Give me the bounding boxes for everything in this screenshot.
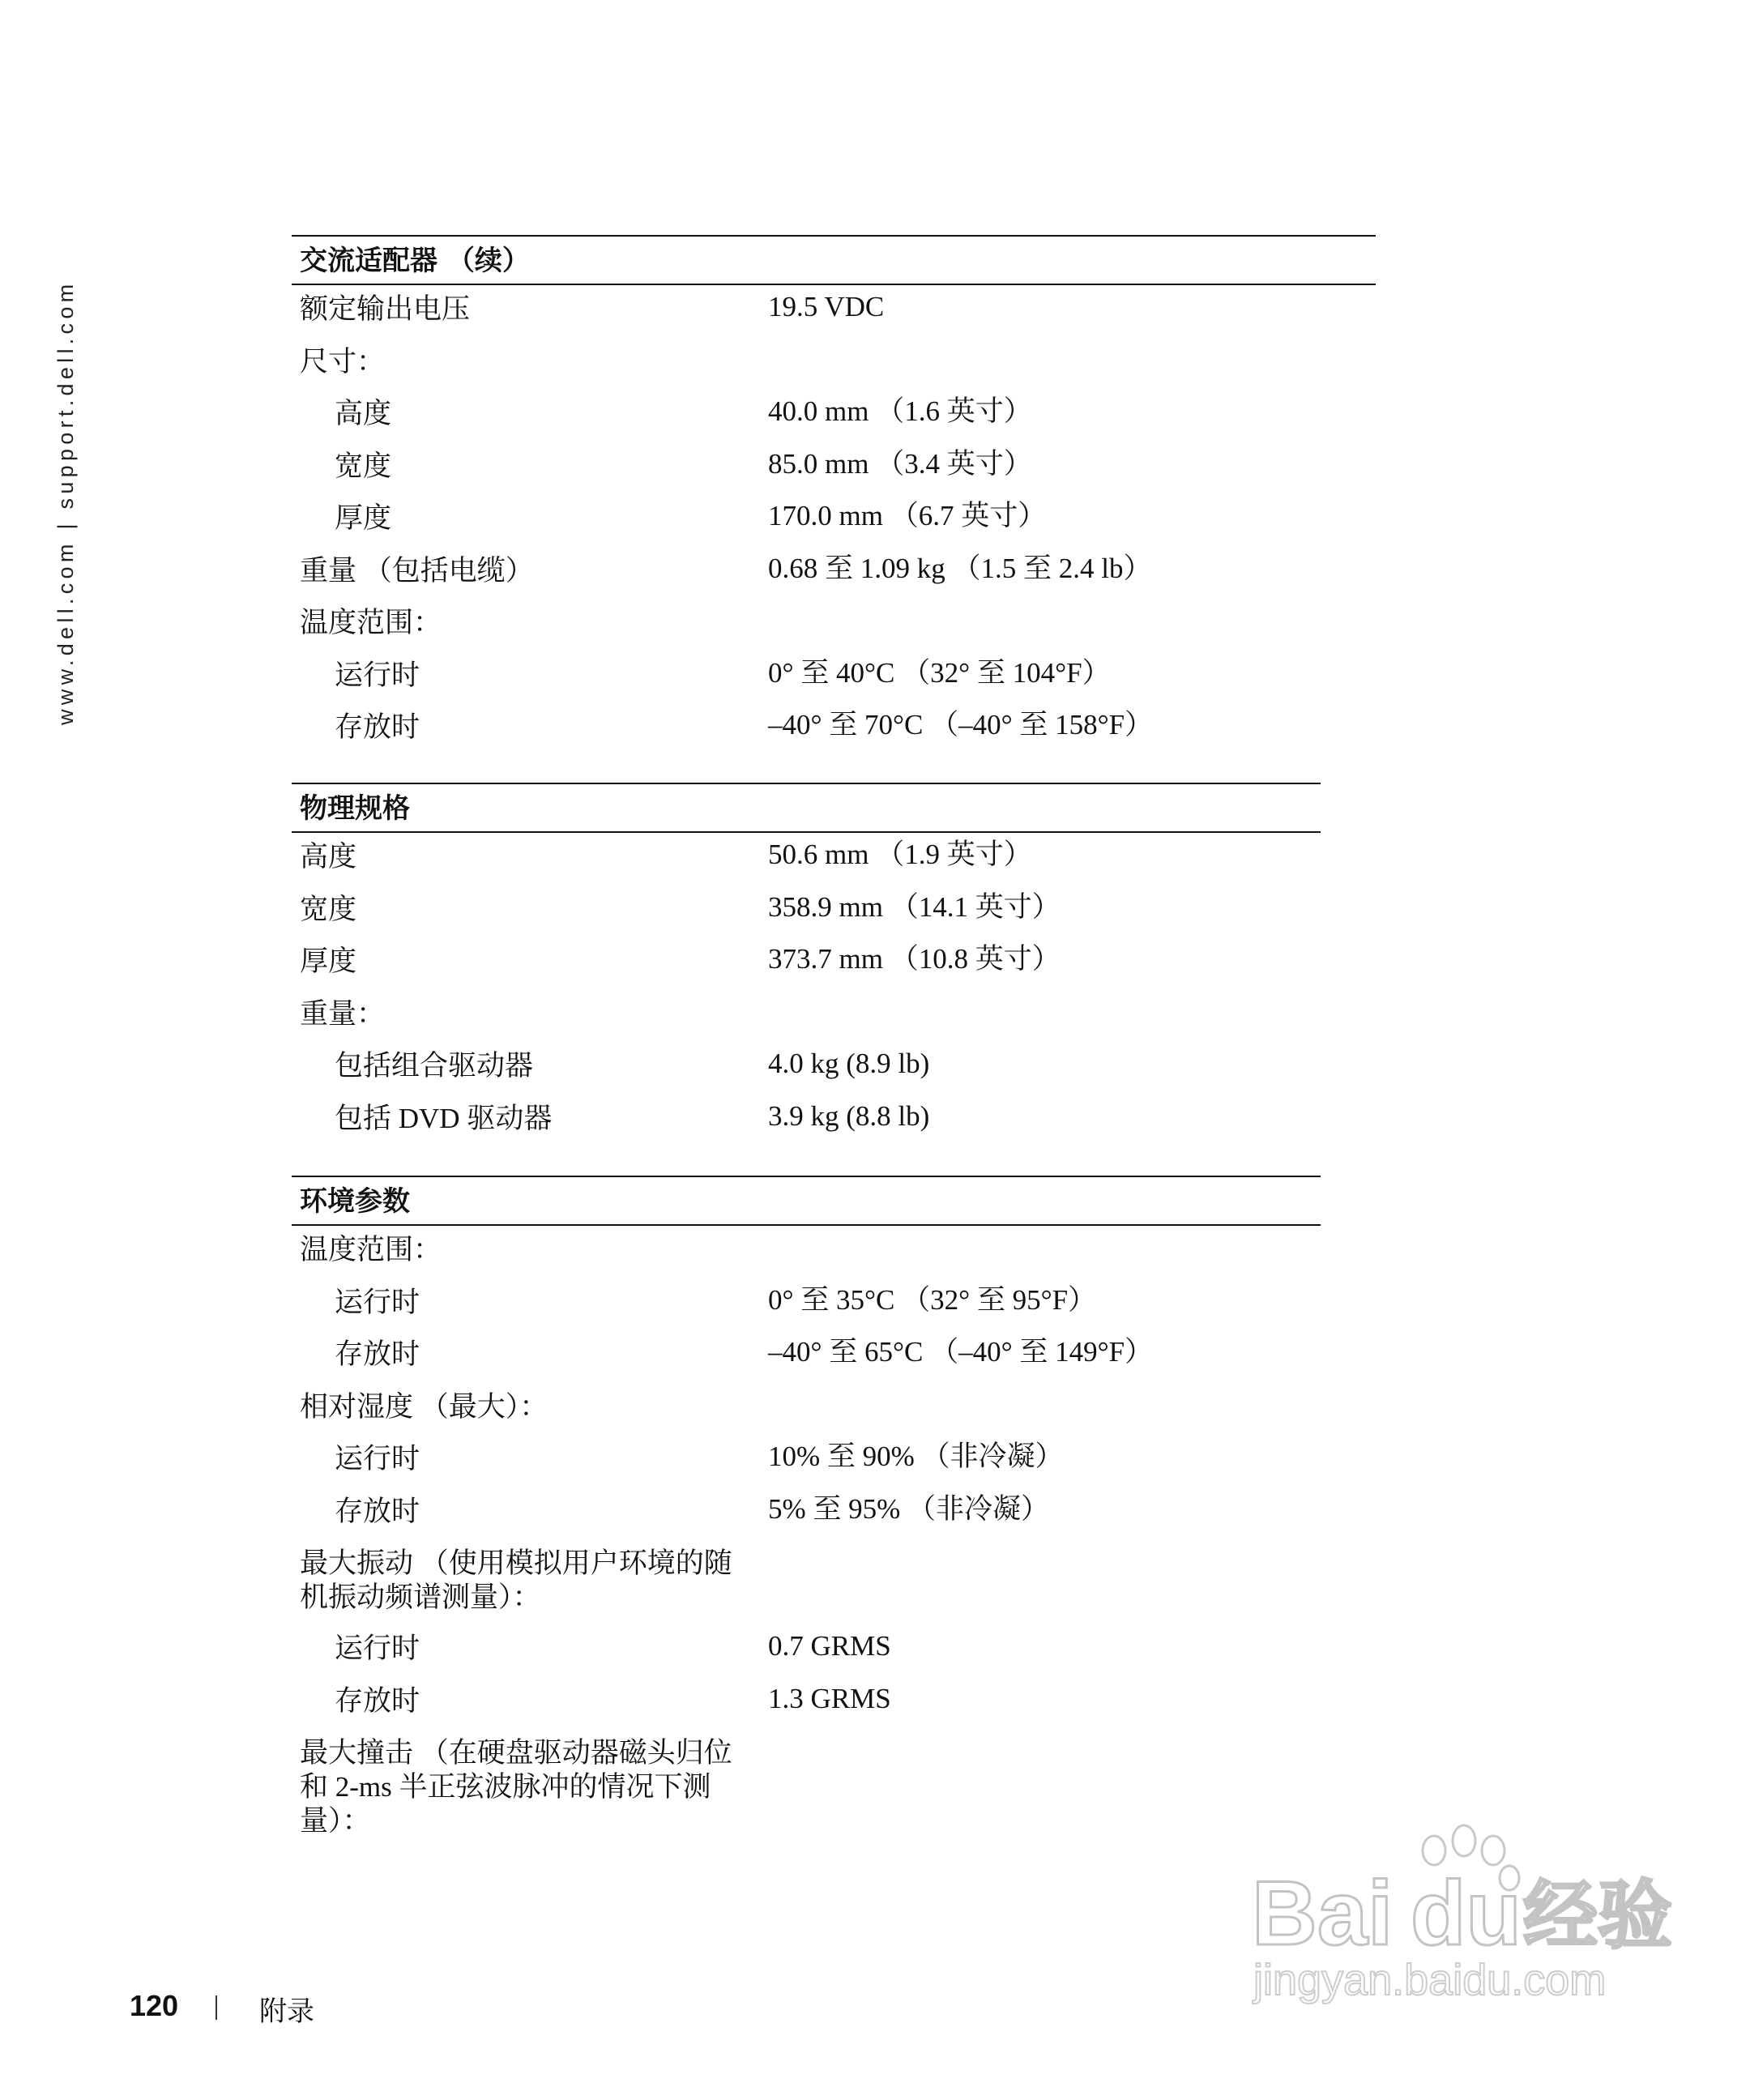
spec-value: 3.9 kg (8.8 lb) [768, 1099, 930, 1132]
spec-label: 存放时 [335, 1338, 420, 1370]
spec-row [292, 886, 1321, 938]
spec-row [292, 1330, 1321, 1383]
section-title: 物理规格 [292, 783, 1321, 833]
spec-row [292, 442, 1376, 495]
spec-row [292, 1624, 1321, 1677]
spec-label: 存放时 [335, 1684, 420, 1717]
spec-value: 85.0 mm （3.4 英寸） [768, 447, 1032, 480]
ac-adapter-section [292, 235, 1376, 756]
spec-row [292, 285, 1376, 338]
spec-row [292, 1488, 1321, 1540]
side-website-url: www.dell.com | support.dell.com [53, 280, 78, 725]
spec-row [292, 547, 1376, 600]
spec-value: 358.9 mm （14.1 英寸） [768, 890, 1061, 923]
spec-row [292, 494, 1376, 547]
spec-label: 相对湿度 （最大）： [300, 1390, 548, 1423]
spec-value: 0° 至 35°C （32° 至 95°F） [768, 1283, 1097, 1316]
spec-label: 重量 （包括电缆） [300, 554, 534, 587]
spec-value: 19.5 VDC [768, 291, 885, 322]
spec-label: 包括 DVD 驱动器 [335, 1102, 553, 1134]
spec-value: 40.0 mm （1.6 英寸） [768, 395, 1032, 427]
spec-value: 4.0 kg (8.9 lb) [768, 1048, 930, 1079]
spec-value: 373.7 mm （10.8 英寸） [768, 943, 1061, 975]
spec-label: 厚度 [300, 945, 357, 977]
spec-row [292, 1226, 1321, 1278]
spec-label: 温度范围： [300, 607, 442, 638]
spec-value: –40° 至 70°C （–40° 至 158°F） [768, 709, 1154, 741]
spec-label: 包括组合驱动器 [335, 1050, 534, 1082]
spec-value: 1.3 GRMS [768, 1682, 891, 1714]
spec-row [292, 703, 1376, 756]
spec-value: 5% 至 95% （非冷凝） [768, 1492, 1050, 1525]
spec-row [292, 338, 1376, 391]
spec-row [292, 1435, 1321, 1488]
spec-label: 运行时 [335, 1443, 420, 1475]
spec-row [292, 1729, 1321, 1850]
spec-row [292, 990, 1321, 1043]
footer-separator [216, 1995, 217, 2020]
spec-label: 宽度 [300, 893, 357, 925]
baidu-jingyan-watermark [1252, 1823, 1689, 2009]
spec-row [292, 937, 1321, 990]
spec-value: 0.68 至 1.09 kg （1.5 至 2.4 lb） [768, 552, 1152, 584]
spec-label: 高度 [335, 398, 392, 429]
spec-row [292, 1677, 1321, 1730]
spec-value: –40° 至 65°C （–40° 至 149°F） [768, 1336, 1154, 1368]
spec-label: 运行时 [335, 659, 420, 691]
spec-label: 运行时 [335, 1286, 420, 1318]
spec-label: 尺寸： [300, 345, 386, 378]
physical-section [292, 783, 1321, 1146]
svg-text:经验: 经验 [1523, 1872, 1673, 1959]
spec-row [292, 1539, 1321, 1624]
spec-value: 10% 至 90% （非冷凝） [768, 1441, 1064, 1472]
spec-row [292, 1278, 1321, 1331]
spec-label: 存放时 [335, 711, 420, 743]
spec-label: 重量： [300, 997, 386, 1030]
spec-value: 0° 至 40°C （32° 至 104°F） [768, 656, 1111, 689]
page-number: 120 [130, 1989, 179, 2022]
spec-row [292, 390, 1376, 442]
svg-text:jingyan.baidu.com: jingyan.baidu.com [1253, 1956, 1607, 2004]
spec-label: 最大振动 （使用模拟用户环境的随机振动频谱测量）： [300, 1547, 732, 1613]
svg-text:Bai: Bai [1252, 1863, 1394, 1964]
spec-value: 50.6 mm （1.9 英寸） [768, 839, 1032, 870]
spec-row [292, 833, 1321, 886]
svg-text:du: du [1411, 1863, 1522, 1964]
spec-label: 运行时 [335, 1633, 420, 1664]
spec-row [292, 651, 1376, 704]
chapter-title: 附录 [259, 1995, 314, 2028]
spec-label: 温度范围： [300, 1234, 442, 1266]
section-title: 交流适配器 （续） [292, 235, 1376, 285]
spec-row [292, 1042, 1321, 1095]
environmental-section [292, 1176, 1321, 1850]
spec-label: 高度 [300, 841, 357, 873]
spec-label: 厚度 [335, 502, 392, 534]
spec-row [292, 1095, 1321, 1147]
spec-value: 0.7 GRMS [768, 1630, 891, 1662]
spec-label: 额定输出电压 [300, 293, 471, 325]
section-title: 环境参数 [292, 1176, 1321, 1226]
spec-label: 最大撞击 （在硬盘驱动器磁头归位和 2-ms 半正弦波脉冲的情况下测量）： [300, 1737, 732, 1837]
spec-row [292, 599, 1376, 651]
spec-label: 宽度 [335, 450, 392, 482]
spec-value: 170.0 mm （6.7 英寸） [768, 500, 1047, 531]
spec-row [292, 1383, 1321, 1436]
spec-label: 存放时 [335, 1495, 420, 1527]
